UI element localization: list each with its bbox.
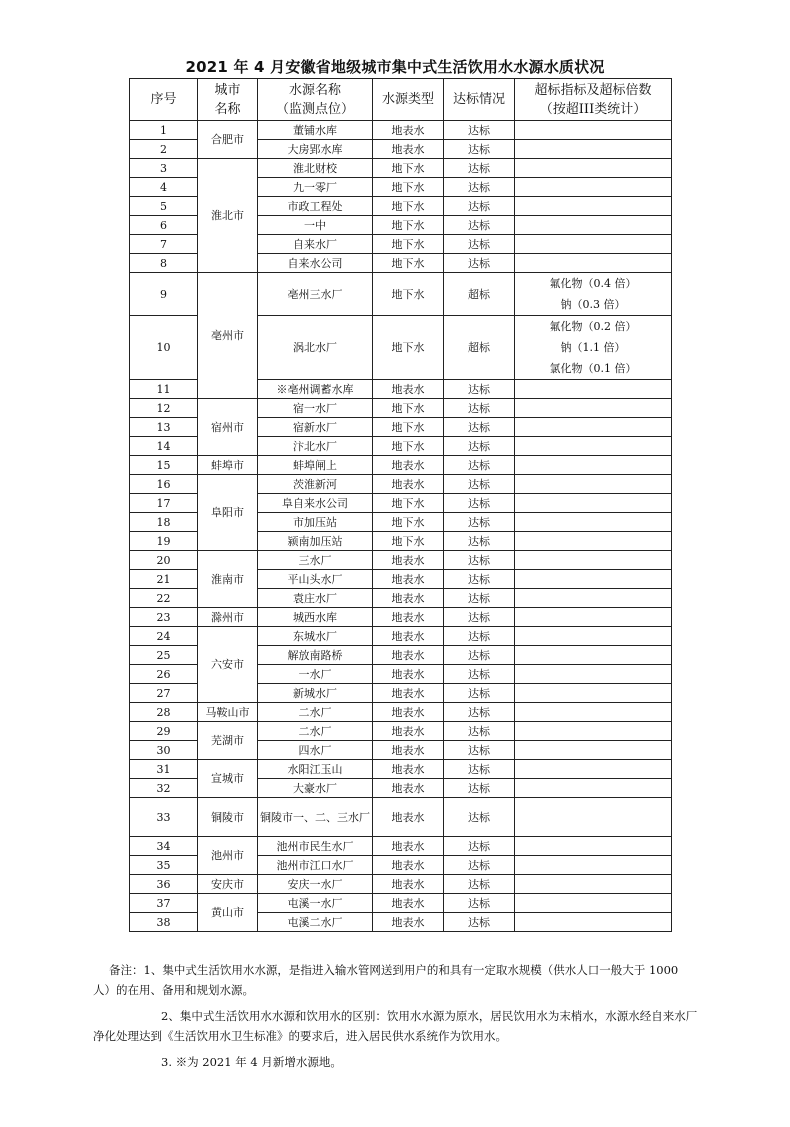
row-number: 36 [130, 875, 198, 894]
notes-section [93, 960, 699, 1072]
status-value: 达标 [444, 532, 515, 551]
source-name: 宿一水厂 [258, 399, 373, 418]
status-value: 达标 [444, 665, 515, 684]
status-value: 达标 [444, 913, 515, 932]
exceed-details [515, 627, 672, 646]
row-number: 33 [130, 798, 198, 837]
row-number: 9 [130, 273, 198, 316]
exceed-details [515, 159, 672, 178]
source-type: 地下水 [373, 494, 444, 513]
source-name: 水阳江玉山 [258, 760, 373, 779]
city-name: 亳州市 [198, 273, 258, 399]
source-name: 二水厂 [258, 703, 373, 722]
source-type: 地表水 [373, 722, 444, 741]
row-number: 4 [130, 178, 198, 197]
exceed-details [515, 418, 672, 437]
row-number: 30 [130, 741, 198, 760]
exceed-details [515, 178, 672, 197]
row-number: 34 [130, 837, 198, 856]
source-name: 解放南路桥 [258, 646, 373, 665]
exceed-details [515, 760, 672, 779]
status-value: 达标 [444, 684, 515, 703]
city-name: 淮南市 [198, 551, 258, 608]
exceed-item: 钠（1.1 倍） [560, 341, 626, 354]
status-value: 达标 [444, 235, 515, 254]
source-name: 城西水库 [258, 608, 373, 627]
table-row [130, 875, 672, 894]
source-type: 地表水 [373, 551, 444, 570]
exceed-details [515, 608, 672, 627]
exceed-details [515, 684, 672, 703]
source-name: 涡北水厂 [258, 316, 373, 380]
exceed-details [515, 316, 672, 380]
status-value: 达标 [444, 722, 515, 741]
status-value: 达标 [444, 894, 515, 913]
row-number: 35 [130, 856, 198, 875]
source-name: 颍南加压站 [258, 532, 373, 551]
table-row [130, 456, 672, 475]
table-row [130, 722, 672, 741]
header-exceed-line2: （按超III类统计） [539, 101, 647, 117]
city-name: 宣城市 [198, 760, 258, 798]
source-name: 一中 [258, 216, 373, 235]
status-value: 达标 [444, 798, 515, 837]
city-name: 铜陵市 [198, 798, 258, 837]
source-type: 地表水 [373, 475, 444, 494]
status-value: 达标 [444, 837, 515, 856]
source-name: 一水厂 [258, 665, 373, 684]
source-type: 地表水 [373, 703, 444, 722]
exceed-details [515, 456, 672, 475]
source-type: 地表水 [373, 627, 444, 646]
exceed-details [515, 741, 672, 760]
table-body [130, 121, 672, 932]
source-type: 地下水 [373, 513, 444, 532]
exceed-details [515, 703, 672, 722]
row-number: 19 [130, 532, 198, 551]
city-name: 淮北市 [198, 159, 258, 273]
row-number: 8 [130, 254, 198, 273]
exceed-details [515, 140, 672, 159]
exceed-details [515, 665, 672, 684]
status-value: 达标 [444, 494, 515, 513]
status-value: 达标 [444, 608, 515, 627]
exceed-details [515, 722, 672, 741]
source-type: 地表水 [373, 589, 444, 608]
city-name: 安庆市 [198, 875, 258, 894]
status-value: 达标 [444, 197, 515, 216]
source-type: 地下水 [373, 399, 444, 418]
status-value: 超标 [444, 316, 515, 380]
source-type: 地表水 [373, 894, 444, 913]
source-name: 汴北水厂 [258, 437, 373, 456]
note-1: 备注：1、集中式生活饮用水水源，是指进入输水管网送到用户的和具有一定取水规模（供水人口一般大于 1000 人）的在用、备用和规划水源。 [93, 963, 679, 997]
status-value: 达标 [444, 741, 515, 760]
note-2: 2、集中式生活饮用水水源和饮用水的区别：饮用水水源为原水，居民饮用水为末梢水，水源水经自来水厂净化处理达到《生活饮用水卫生标准》的要求后，进入居民供水系统作为饮用水。 [93, 1009, 698, 1043]
table-row [130, 159, 672, 178]
source-name: 池州市江口水厂 [258, 856, 373, 875]
row-number: 21 [130, 570, 198, 589]
row-number: 28 [130, 703, 198, 722]
status-value: 达标 [444, 254, 515, 273]
source-name: 新城水厂 [258, 684, 373, 703]
row-number: 12 [130, 399, 198, 418]
source-name: 董铺水库 [258, 121, 373, 140]
source-name: 宿新水厂 [258, 418, 373, 437]
status-value: 达标 [444, 760, 515, 779]
row-number: 31 [130, 760, 198, 779]
exceed-details [515, 913, 672, 932]
city-name: 池州市 [198, 837, 258, 875]
source-type: 地表水 [373, 913, 444, 932]
source-type: 地表水 [373, 665, 444, 684]
status-value: 达标 [444, 121, 515, 140]
city-name: 黄山市 [198, 894, 258, 932]
row-number: 27 [130, 684, 198, 703]
source-name: 九一零厂 [258, 178, 373, 197]
table-row [130, 399, 672, 418]
table-row [130, 798, 672, 837]
exceed-details [515, 513, 672, 532]
row-number: 29 [130, 722, 198, 741]
source-type: 地下水 [373, 197, 444, 216]
source-type: 地表水 [373, 684, 444, 703]
status-value: 达标 [444, 856, 515, 875]
status-value: 达标 [444, 875, 515, 894]
source-name: 池州市民生水厂 [258, 837, 373, 856]
row-number: 16 [130, 475, 198, 494]
status-value: 达标 [444, 380, 515, 399]
exceed-item: 氟化物（0.4 倍） [549, 277, 637, 290]
source-type: 地表水 [373, 646, 444, 665]
source-name: 四水厂 [258, 741, 373, 760]
source-type: 地表水 [373, 760, 444, 779]
row-number: 24 [130, 627, 198, 646]
status-value: 达标 [444, 399, 515, 418]
header-exceed-line1: 超标指标及超标倍数 [534, 82, 652, 98]
status-value: 达标 [444, 418, 515, 437]
row-number: 22 [130, 589, 198, 608]
exceed-details [515, 475, 672, 494]
source-type: 地下水 [373, 316, 444, 380]
exceed-details [515, 646, 672, 665]
exceed-details [515, 589, 672, 608]
exceed-details [515, 380, 672, 399]
city-name: 马鞍山市 [198, 703, 258, 722]
status-value: 达标 [444, 570, 515, 589]
row-number: 38 [130, 913, 198, 932]
source-type: 地表水 [373, 570, 444, 589]
source-type: 地下水 [373, 159, 444, 178]
exceed-details [515, 254, 672, 273]
source-type: 地表水 [373, 380, 444, 399]
city-name: 六安市 [198, 627, 258, 703]
exceed-details [515, 779, 672, 798]
header-exceed [515, 79, 672, 121]
source-name: 淮北财校 [258, 159, 373, 178]
table-row [130, 121, 672, 140]
source-type: 地表水 [373, 608, 444, 627]
table-row [130, 273, 672, 316]
source-type: 地表水 [373, 140, 444, 159]
source-name: 屯溪一水厂 [258, 894, 373, 913]
exceed-details [515, 894, 672, 913]
status-value: 达标 [444, 159, 515, 178]
row-number: 20 [130, 551, 198, 570]
header-type: 水源类型 [373, 79, 444, 121]
status-value: 达标 [444, 551, 515, 570]
table-row [130, 627, 672, 646]
status-value: 达标 [444, 216, 515, 235]
row-number: 32 [130, 779, 198, 798]
status-value: 达标 [444, 456, 515, 475]
row-number: 18 [130, 513, 198, 532]
status-value: 达标 [444, 779, 515, 798]
header-seq: 序号 [130, 79, 198, 121]
row-number: 17 [130, 494, 198, 513]
row-number: 1 [130, 121, 198, 140]
water-quality-table [129, 78, 672, 932]
row-number: 2 [130, 140, 198, 159]
exceed-details [515, 399, 672, 418]
source-name: 三水厂 [258, 551, 373, 570]
row-number: 3 [130, 159, 198, 178]
source-type: 地表水 [373, 798, 444, 837]
source-type: 地下水 [373, 254, 444, 273]
row-number: 10 [130, 316, 198, 380]
source-type: 地表水 [373, 856, 444, 875]
table-row [130, 551, 672, 570]
status-value: 达标 [444, 178, 515, 197]
city-name: 滁州市 [198, 608, 258, 627]
exceed-details [515, 532, 672, 551]
header-source-line2: （监测点位） [275, 101, 354, 117]
exceed-details [515, 437, 672, 456]
exceed-details [515, 273, 672, 316]
exceed-details [515, 875, 672, 894]
header-row [130, 79, 672, 121]
source-type: 地下水 [373, 532, 444, 551]
row-number: 25 [130, 646, 198, 665]
source-type: 地下水 [373, 437, 444, 456]
status-value: 达标 [444, 140, 515, 159]
row-number: 11 [130, 380, 198, 399]
exceed-item: 钠（0.3 倍） [560, 298, 626, 311]
source-type: 地下水 [373, 216, 444, 235]
exceed-details [515, 551, 672, 570]
source-name: 大豪水厂 [258, 779, 373, 798]
row-number: 14 [130, 437, 198, 456]
source-type: 地下水 [373, 235, 444, 254]
city-name: 宿州市 [198, 399, 258, 456]
status-value: 达标 [444, 646, 515, 665]
source-name: 自来水公司 [258, 254, 373, 273]
header-status: 达标情况 [444, 79, 515, 121]
source-name: 平山头水厂 [258, 570, 373, 589]
source-type: 地表水 [373, 456, 444, 475]
exceed-details [515, 216, 672, 235]
source-type: 地下水 [373, 178, 444, 197]
row-number: 13 [130, 418, 198, 437]
status-value: 达标 [444, 513, 515, 532]
source-name: 茨淮新河 [258, 475, 373, 494]
exceed-details [515, 235, 672, 254]
table-row [130, 703, 672, 722]
row-number: 23 [130, 608, 198, 627]
city-name: 蚌埠市 [198, 456, 258, 475]
status-value: 达标 [444, 627, 515, 646]
status-value: 达标 [444, 703, 515, 722]
source-type: 地表水 [373, 837, 444, 856]
table-row [130, 475, 672, 494]
row-number: 15 [130, 456, 198, 475]
exceed-details [515, 197, 672, 216]
source-name: 二水厂 [258, 722, 373, 741]
row-number: 7 [130, 235, 198, 254]
source-name: 袁庄水厂 [258, 589, 373, 608]
source-name: ※亳州调蓄水库 [258, 380, 373, 399]
table-row [130, 894, 672, 913]
source-name: 东城水厂 [258, 627, 373, 646]
header-source [258, 79, 373, 121]
exceed-details [515, 121, 672, 140]
header-city-line2: 名称 [214, 101, 241, 117]
city-name: 合肥市 [198, 121, 258, 159]
source-type: 地表水 [373, 875, 444, 894]
source-type: 地表水 [373, 121, 444, 140]
source-type: 地下水 [373, 273, 444, 316]
status-value: 超标 [444, 273, 515, 316]
city-name: 阜阳市 [198, 475, 258, 551]
source-name: 阜自来水公司 [258, 494, 373, 513]
source-name: 自来水厂 [258, 235, 373, 254]
table-row [130, 608, 672, 627]
row-number: 5 [130, 197, 198, 216]
status-value: 达标 [444, 437, 515, 456]
table-row [130, 760, 672, 779]
exceed-details [515, 837, 672, 856]
source-name: 市加压站 [258, 513, 373, 532]
source-type: 地表水 [373, 779, 444, 798]
city-name: 芜湖市 [198, 722, 258, 760]
source-name: 屯溪二水厂 [258, 913, 373, 932]
status-value: 达标 [444, 475, 515, 494]
exceed-details [515, 798, 672, 837]
exceed-details [515, 570, 672, 589]
row-number: 37 [130, 894, 198, 913]
row-number: 26 [130, 665, 198, 684]
exceed-details [515, 856, 672, 875]
source-name: 铜陵市一、二、三水厂 [258, 798, 373, 837]
row-number: 6 [130, 216, 198, 235]
source-name: 市政工程处 [258, 197, 373, 216]
source-name: 大房郢水库 [258, 140, 373, 159]
exceed-item: 氟化物（0.2 倍） [549, 320, 637, 333]
source-name: 蚌埠闸上 [258, 456, 373, 475]
source-name: 亳州三水厂 [258, 273, 373, 316]
source-type: 地下水 [373, 418, 444, 437]
exceed-details [515, 494, 672, 513]
source-name: 安庆一水厂 [258, 875, 373, 894]
header-source-line1: 水源名称 [288, 82, 341, 98]
table-row [130, 837, 672, 856]
source-type: 地表水 [373, 741, 444, 760]
header-city-line1: 城市 [214, 82, 241, 98]
status-value: 达标 [444, 589, 515, 608]
note-3: 3. ※为 2021 年 4 月新增水源地。 [161, 1055, 342, 1069]
header-city [198, 79, 258, 121]
document-title: 2021 年 4 月安徽省地级城市集中式生活饮用水水源水质状况 [185, 58, 605, 76]
exceed-item: 氯化物（0.1 倍） [549, 362, 637, 375]
